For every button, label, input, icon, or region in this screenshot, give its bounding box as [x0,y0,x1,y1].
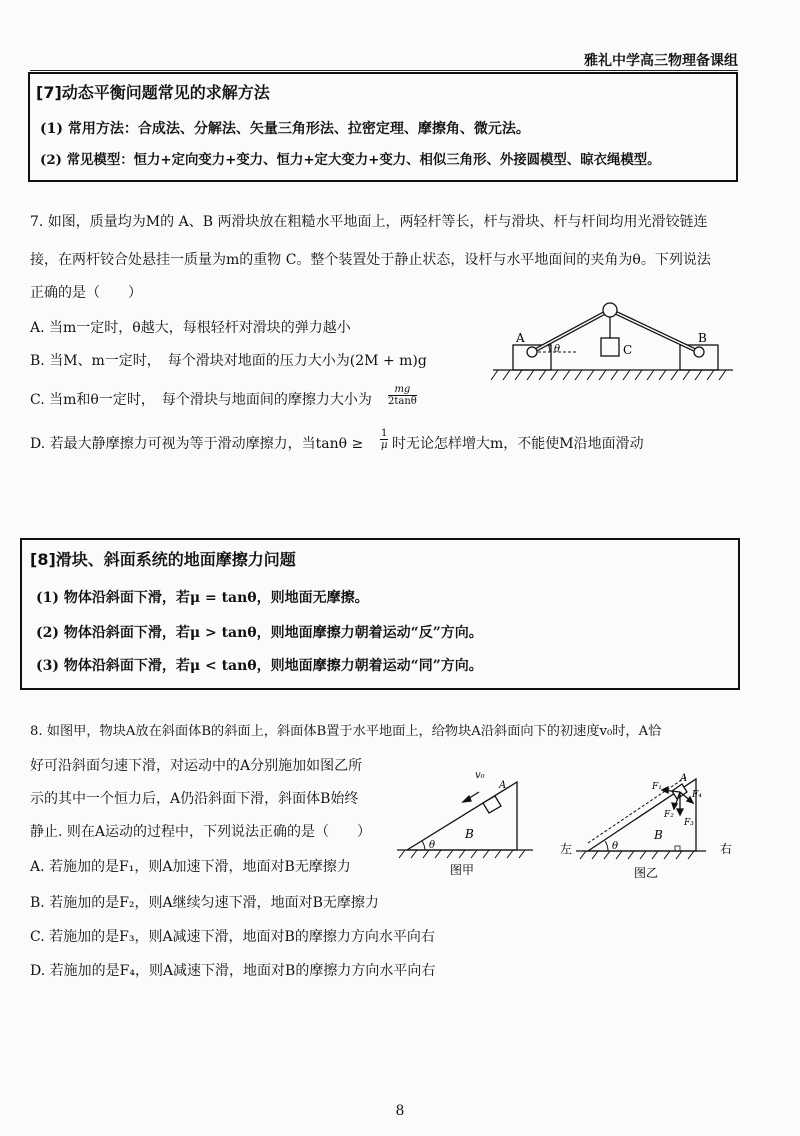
yi-caption: 图乙 [634,866,659,880]
q8-stem-line-4: 静止. 则在A运动的过程中，下列说法正确的是（ ） [30,824,372,840]
q8-stem-line-3: 示的其中一个恒力后，A仍沿斜面下滑，斜面体B始终 [30,791,359,807]
jia-caption: 图甲 [450,863,475,877]
q7-frac-d-num: 1 [381,428,388,439]
q7-option-d-tail: 时无论怎样增大m，不能使M沿地面滑动 [392,436,644,452]
header-school: 雅礼中学高三物理备课组 [584,53,738,69]
q7-option-d: D. 若最大静摩擦力可视为等于滑动摩擦力，当tanθ ≥ [30,436,364,452]
yi-right-angle [675,846,680,851]
q7-frac-d [380,428,388,451]
jia-incline-b [407,782,517,850]
q7-frac-c-den: 2tanθ [388,396,417,407]
jia-label-a: A [499,780,507,791]
q7-stem-line-1: 7. 如图，质量均为M的 A、B 两滑块放在粗糙水平地面上，两轻杆等长，杆与滑块、杆与杆间均用光滑铰链连 [30,214,708,230]
q8-option-c: C. 若施加的是F₃，则A减速下滑，地面对B的摩擦力方向水平向右 [30,929,435,945]
q8-figure-yi [556,765,740,883]
yi-ground-hatch [580,851,694,859]
jia-ground-hatch [399,850,525,858]
page-number: 8 [395,1103,405,1119]
q8-option-b: B. 若施加的是F₂，则A继续匀速下滑，地面对B无摩擦力 [30,895,379,911]
section7-item-2: (2) 常见模型：恒力+定向变力+变力、恒力+定大变力+变力、相似三角形、外接圆模型、晾衣绳模型。 [40,152,661,168]
yi-f2: F₂ [664,810,674,820]
q8-figure-jia [395,762,535,882]
q7-label-c: C [623,343,633,357]
yi-label-a: A [680,773,688,784]
yi-f1: F₁ [652,782,662,792]
section8-item-2: (2) 物体沿斜面下滑，若μ > tanθ，则地面摩擦力朝着运动“反”方向。 [36,625,483,641]
yi-label-b: B [654,828,663,842]
q7-hinge-b [694,347,704,357]
q8-stem-line-1: 8. 如图甲，物块A放在斜面体B的斜面上，斜面体B置于水平地面上，给物块A沿斜面向下的初速度v₀时，A恰 [30,724,662,739]
q7-stem-line-3: 正确的是（ ） [30,285,142,301]
yi-left: 左 [560,842,573,856]
q7-frac-c [388,384,417,407]
jia-label-b: B [465,827,474,841]
q7-frac-d-den: μ [380,440,388,451]
q7-option-c: C. 当m和θ一定时， 每个滑块与地面间的摩擦力大小为 [30,392,372,408]
section8-title: [8]滑块、斜面系统的地面摩擦力问题 [30,550,296,569]
q7-option-b: B. 当M、m一定时， 每个滑块对地面的压力大小为(2M + m)g [30,353,427,369]
q7-stem-line-2: 接，在两杆铰合处悬挂一质量为m的重物 C。整个装置处于静止状态，设杆与水平地面间的夹角为θ。下列说法 [30,252,711,268]
q8-option-d: D. 若施加的是F₄，则A减速下滑，地面对B的摩擦力方向水平向右 [30,963,436,979]
section8-item-1: (1) 物体沿斜面下滑，若μ = tanθ，则地面无摩擦。 [36,590,369,606]
header-rule [30,70,738,71]
q7-option-a: A. 当m一定时，θ越大，每根轻杆对滑块的弹力越小 [30,320,351,336]
section7-title: [7]动态平衡问题常见的求解方法 [36,83,270,102]
q7-hinge-top [603,303,617,317]
section7-item-1: (1) 常用方法：合成法、分解法、矢量三角形法、拉密定理、摩擦角、微元法。 [40,121,530,137]
q7-label-b: B [698,331,707,345]
yi-f4: F₄ [692,790,702,800]
q8-option-a: A. 若施加的是F₁，则A加速下滑，地面对B无摩擦力 [30,859,351,875]
q7-figure [488,290,738,385]
q7-hinge-a [527,347,537,357]
jia-theta: θ [429,840,436,851]
yi-f3: F₃ [684,818,694,828]
q7-label-a: A [516,331,525,345]
q7-frac-c-num: mg [388,384,417,396]
yi-theta: θ [612,841,619,852]
jia-block-a [483,796,501,813]
jia-v0: v₀ [475,770,485,781]
yi-right: 右 [720,842,733,856]
q7-ground-hatch [491,370,726,380]
q8-stem-line-2: 好可沿斜面匀速下滑，对运动中的A分别施加如图乙所 [30,758,363,774]
q7-label-theta: θ [554,344,561,355]
section8-item-3: (3) 物体沿斜面下滑，若μ < tanθ，则地面摩擦力朝着运动“同”方向。 [36,658,483,674]
q7-weight-c [601,338,619,356]
